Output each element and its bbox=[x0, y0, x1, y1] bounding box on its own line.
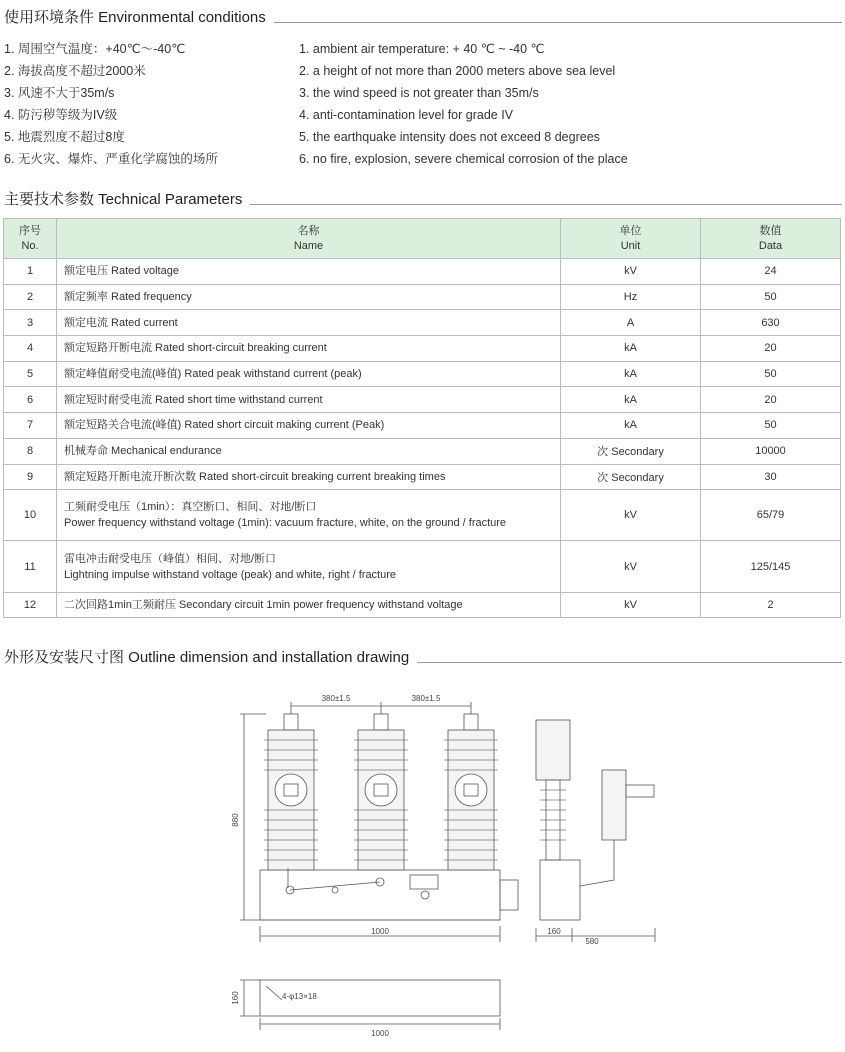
env-item-en: 1. ambient air temperature: + 40 ℃ ~ -40 ℃ bbox=[299, 42, 545, 56]
cell-name: 二次回路1min工频耐压 Secondary circuit 1min power frequency withstand voltage bbox=[57, 592, 561, 618]
cell-name bbox=[57, 541, 561, 592]
env-item-zh: 2. 海拔高度不超过2000米 bbox=[4, 64, 146, 78]
cell-name-line2: Lightning impulse withstand voltage (peak) and white, right / fracture bbox=[64, 568, 397, 581]
cell-data: 65/79 bbox=[701, 490, 841, 541]
cell-unit: kA bbox=[561, 387, 701, 413]
side-mechanism-box bbox=[500, 880, 518, 910]
cell-unit: kA bbox=[561, 336, 701, 362]
cell-name: 额定电流 Rated current bbox=[57, 310, 561, 336]
dim-side-2: 580 bbox=[585, 937, 599, 946]
env-item-zh: 3. 风速不大于35m/s bbox=[4, 86, 115, 100]
cell-name: 额定峰值耐受电流(峰值) Rated peak withstand current (peak) bbox=[57, 361, 561, 387]
env-item-zh: 6. 无火灾、爆炸、严重化学腐蚀的场所 bbox=[4, 152, 218, 166]
table-row bbox=[4, 387, 841, 413]
env-item-en: 6. no fire, explosion, severe chemical corrosion of the place bbox=[299, 152, 628, 166]
cell-data: 24 bbox=[701, 259, 841, 285]
outline-title: 外形及安装尺寸图 Outline dimension and installation drawing bbox=[4, 649, 410, 666]
pole-right bbox=[444, 714, 498, 870]
cell-no: 12 bbox=[4, 592, 57, 618]
cell-no: 10 bbox=[4, 490, 57, 541]
env-list-zh bbox=[4, 38, 218, 170]
cell-name: 机械寿命 Mechanical endurance bbox=[57, 438, 561, 464]
table-header-row bbox=[4, 219, 841, 259]
cell-unit: kA bbox=[561, 361, 701, 387]
cell-data: 20 bbox=[701, 336, 841, 362]
env-item-zh: 5. 地震烈度不超过8度 bbox=[4, 130, 125, 144]
cell-no: 9 bbox=[4, 464, 57, 490]
cell-no: 8 bbox=[4, 438, 57, 464]
cell-name: 额定短时耐受电流 Rated short time withstand current bbox=[57, 387, 561, 413]
cell-unit: A bbox=[561, 310, 701, 336]
env-list-en bbox=[299, 38, 628, 170]
env-item-en: 3. the wind speed is not greater than 35m/s bbox=[299, 86, 539, 100]
title-rule bbox=[250, 204, 842, 205]
table-row bbox=[4, 310, 841, 336]
dim-height: 880 bbox=[231, 813, 240, 827]
parameters-table bbox=[3, 218, 841, 618]
cell-name bbox=[57, 490, 561, 541]
cell-no: 7 bbox=[4, 413, 57, 439]
env-title: 使用环境条件 Environmental conditions bbox=[4, 9, 266, 26]
cell-data: 2 bbox=[701, 592, 841, 618]
header-name: 名称 Name bbox=[57, 219, 561, 259]
cell-name-line2: Power frequency withstand voltage (1min): vacuum fracture, white, on the ground / fracture bbox=[64, 517, 507, 530]
table-row bbox=[4, 336, 841, 362]
cell-no: 2 bbox=[4, 284, 57, 310]
cell-unit: kA bbox=[561, 413, 701, 439]
dim-base-width: 1000 bbox=[371, 1029, 389, 1038]
params-section-title bbox=[4, 188, 842, 209]
cell-unit: kV bbox=[561, 490, 701, 541]
header-no: 序号 No. bbox=[4, 219, 57, 259]
table-row bbox=[4, 259, 841, 285]
cell-name: 额定短路关合电流(峰值) Rated short circuit making current (Peak) bbox=[57, 413, 561, 439]
dim-base-height: 160 bbox=[231, 991, 240, 1005]
params-title: 主要技术参数 Technical Parameters bbox=[4, 191, 243, 208]
cell-no: 11 bbox=[4, 541, 57, 592]
env-item-en: 5. the earthquake intensity does not exceed 8 degrees bbox=[299, 130, 600, 144]
title-rule bbox=[417, 662, 842, 663]
base-plan-view bbox=[240, 980, 500, 1030]
cell-name: 额定短路开断电流开断次数 Rated short-circuit breaking current breaking times bbox=[57, 464, 561, 490]
table-row bbox=[4, 592, 841, 618]
base-frame bbox=[260, 870, 500, 920]
table-row bbox=[4, 464, 841, 490]
pole-left bbox=[264, 714, 318, 888]
cell-unit: 次 Secondary bbox=[561, 438, 701, 464]
cell-unit: kV bbox=[561, 592, 701, 618]
header-unit: 单位 Unit bbox=[561, 219, 701, 259]
table-row bbox=[4, 361, 841, 387]
env-item-en: 4. anti-contamination level for grade IV bbox=[299, 108, 514, 122]
cell-no: 1 bbox=[4, 259, 57, 285]
env-item-zh: 1. 周围空气温度：+40℃～-40℃ bbox=[4, 42, 186, 56]
side-view bbox=[536, 720, 655, 942]
table-row bbox=[4, 541, 841, 592]
dim-holes: 4-φ13×18 bbox=[282, 992, 317, 1001]
cell-no: 5 bbox=[4, 361, 57, 387]
cell-name-line1: 工频耐受电压（1min）：真空断口、相间、对地/断口 bbox=[64, 501, 317, 514]
cell-name-line1: 雷电冲击耐受电压（峰值）相间、对地/断口 bbox=[64, 552, 277, 565]
cell-data: 125/145 bbox=[701, 541, 841, 592]
cell-unit: kV bbox=[561, 259, 701, 285]
env-item-en: 2. a height of not more than 2000 meters above sea level bbox=[299, 64, 616, 78]
table-row bbox=[4, 438, 841, 464]
cell-name: 额定频率 Rated frequency bbox=[57, 284, 561, 310]
table-row bbox=[4, 413, 841, 439]
cell-data: 630 bbox=[701, 310, 841, 336]
cell-unit: kV bbox=[561, 541, 701, 592]
cell-data: 50 bbox=[701, 361, 841, 387]
cell-data: 10000 bbox=[701, 438, 841, 464]
cell-unit: 次 Secondary bbox=[561, 464, 701, 490]
pole-middle bbox=[354, 714, 408, 870]
cell-data: 50 bbox=[701, 284, 841, 310]
dim-width-front: 1000 bbox=[371, 927, 389, 936]
cell-no: 4 bbox=[4, 336, 57, 362]
cell-unit: Hz bbox=[561, 284, 701, 310]
title-rule bbox=[274, 22, 842, 23]
cell-data: 20 bbox=[701, 387, 841, 413]
cell-no: 3 bbox=[4, 310, 57, 336]
dim-side-1: 160 bbox=[547, 927, 561, 936]
outline-section-title bbox=[4, 646, 842, 667]
cell-no: 6 bbox=[4, 387, 57, 413]
cell-data: 30 bbox=[701, 464, 841, 490]
env-section-title bbox=[4, 6, 842, 27]
env-item-zh: 4. 防污秽等级为IV级 bbox=[4, 108, 118, 122]
table-row bbox=[4, 490, 841, 541]
table-row bbox=[4, 284, 841, 310]
dim-spacing-1: 380±1.5 bbox=[321, 694, 351, 703]
header-data: 数值 Data bbox=[701, 219, 841, 259]
cell-name: 额定电压 Rated voltage bbox=[57, 259, 561, 285]
cell-name: 额定短路开断电流 Rated short-circuit breaking current bbox=[57, 336, 561, 362]
cell-data: 50 bbox=[701, 413, 841, 439]
dim-spacing-2: 380±1.5 bbox=[411, 694, 441, 703]
outline-drawing bbox=[230, 690, 670, 1040]
